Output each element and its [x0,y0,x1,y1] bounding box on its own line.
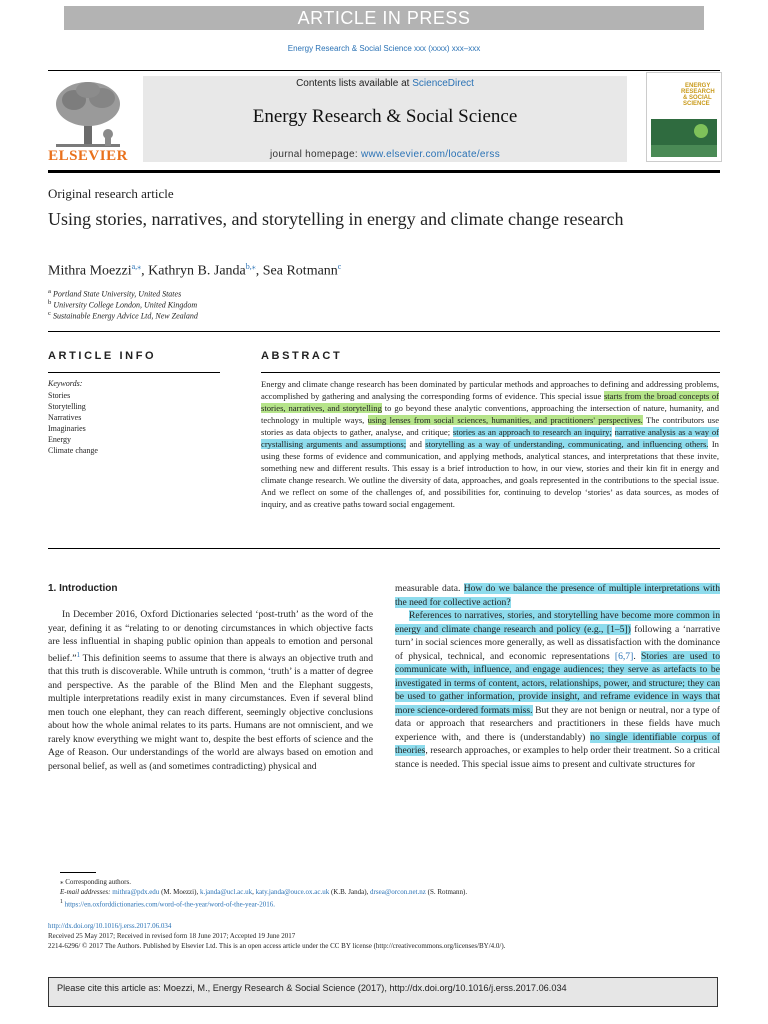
author-list: Mithra Moezzi$^{a,⁎}$, Kathryn B. Janda$^{b,⁎}$, Sea Rotmann$^c$ [48,262,342,279]
highlight-blue: stories as an approach to research an inquiry; [452,427,612,437]
body-text: , research approaches, or examples to help order their treatment. So a critical stance is needed. This special issue aims to present and cultivate structures for [395,745,720,770]
article-info-heading: ARTICLE INFO [48,350,157,362]
body-text: following a ‘narrative turn’ in social sciences more generally, as well as dissatisfaction with the dominance of physical, technical, and economic representations [395,623,720,662]
body-text: This definition seems to assume that there is always an objective truth and that this truth is discoverable. While untruth is common, ‘truth’ is a matter of degree and perspective. As the parable of the Blind Men and the Elephant suggests, multiple interpretations readily exist in many circumstances. Even if several blind men touch one elephant, they can reach different, seemingly objective conclusions about how the whole animal relates to its parts. Humans are not omniscient, and we rarely know everything we might want to, despite the best efforts of science and the Age of Reason. Our understandings of the world are always based on emotion and personal belief, as well as (and sometimes contradicting) physical and [48,652,373,772]
author-affiliation-marker[interactable]: b,⁎ [245,262,256,271]
abstract-bottom-rule [48,548,720,549]
highlight-green: starts from the broad concepts of stories, narratives, and storytelling [261,391,719,413]
footnote-1 [60,897,710,909]
separator: , [252,888,256,896]
email-label: E-mail addresses: [60,888,113,896]
journal-cover-thumbnail[interactable] [646,72,722,162]
highlight-blue: References to narratives, stories, and storytelling have become more common in energy and climate change research and policy (e.g., [1–5]) [395,610,720,635]
author-name[interactable]: Mithra Moezzi [48,263,132,279]
affiliation [48,310,198,321]
license-statement: 2214-6296/ © 2017 The Authors. Published by Elsevier Ltd. This is an open access article under the CC BY license (http://creativecommons.org/licenses/BY/4.0/). [48,942,506,950]
email-link[interactable]: drsea@orcon.net.nz [370,888,426,896]
author-name[interactable]: Kathryn B. Janda [148,263,246,279]
affiliation-marker: c [48,310,51,317]
doi-block [48,921,728,951]
abstract-body [261,378,719,510]
svg-text:ENERGY: ENERGY [685,83,711,89]
sciencedirect-link[interactable]: ScienceDirect [412,78,474,89]
affiliation-marker: b [48,299,52,306]
abstract-text: The contributors use stories as data objects to gather, analyse, and critique; [261,415,720,437]
svg-text:& SOCIAL: & SOCIAL [683,95,712,101]
homepage-link[interactable]: www.elsevier.com/locate/erss [361,149,501,160]
doi-link[interactable]: http://dx.doi.org/10.1016/j.erss.2017.06.034 [48,922,172,930]
journal-reference[interactable]: Energy Research & Social Science xxx (xxxx) xxx–xxx [287,44,481,53]
highlight-green: using lenses from social sciences, humanities, and practitioners' perspectives. [367,415,643,425]
keyword: Narratives [48,413,82,422]
journal-title: Energy Research & Social Science [252,106,518,127]
affiliation-marker: a [48,288,51,295]
journal-homepage [143,149,627,160]
svg-text:RESEARCH: RESEARCH [681,89,715,95]
keywords-label: Keywords: [48,379,83,388]
body-column-left [48,608,373,773]
keyword: Storytelling [48,402,86,411]
paragraph [48,608,373,773]
author-affiliation-marker[interactable]: a,⁎ [131,262,142,271]
paragraph [395,609,720,771]
svg-text:SCIENCE: SCIENCE [683,101,710,107]
email-owner: (M. Moezzi), [159,888,200,896]
paragraph [395,582,720,609]
abstract-text: and [406,439,426,449]
footnote-marker[interactable]: 1 [76,650,80,659]
highlight-blue: Stories are used to communicate with, influence, and engage audiences; they serve as artefacts to be investigated in terms of content, actors, relationships, power, and structure; they can be used to gather information, provide insight, and reframe evidence in ways that more science-ordered formats miss. [395,650,721,716]
corresponding-authors: ⁎ Corresponding authors. [60,878,131,886]
affiliation-text: University College London, United Kingdom [53,300,198,310]
keyword: Energy [48,435,71,444]
elsevier-wordmark: ELSEVIER [48,148,128,164]
email-addresses [60,887,710,897]
affiliation-text: Portland State University, United States [52,289,182,299]
highlight-blue: storytelling as a way of understanding, communicating, and influencing others. [425,439,709,449]
keywords-list [48,390,98,456]
header-top-rule [48,70,720,71]
citation-box: Please cite this article as: Moezzi, M., Energy Research & Social Science (2017), http://dx.doi.org/10.1016/j.erss.2017.06.034 [48,977,718,1007]
abstract-rule [261,372,720,373]
contents-line [143,78,627,89]
footnotes [60,877,710,909]
highlight-blue: no single identifiable corpus of theories [395,731,720,756]
article-in-press-banner: ARTICLE IN PRESS [64,6,704,30]
section-heading-introduction: 1. Introduction [48,583,118,594]
affiliation [48,288,181,299]
abstract-text: to go beyond these analytic conventions, approaching the intersection of nature, humanity, and technology in multiple ways, [261,403,719,425]
article-title: Using stories, narratives, and storytelling in energy and climate change research [48,209,624,229]
received-dates: Received 25 May 2017; Received in revised form 18 June 2017; Accepted 19 June 2017 [48,932,296,940]
homepage-prefix: journal homepage: [269,149,361,160]
keyword: Imaginaries [48,424,86,433]
author-name[interactable]: Sea Rotmann [262,263,338,279]
author-affiliation-marker[interactable]: c [337,262,342,271]
keyword: Climate change [48,446,98,455]
body-text: . [633,650,641,662]
body-text: But they are not benign or neutral, nor a type of data or approach that researchers and practitioners in these fields have much experience with, and there is (understandably) [395,704,720,743]
highlight-blue: How do we balance the presence of multiple interpretations with the need for collective action? [395,583,720,608]
info-top-rule [48,331,720,332]
footnote-rule [60,872,96,873]
email-owner: (K.B. Janda), [329,888,371,896]
affiliation-text: Sustainable Energy Advice Ltd, New Zealand [52,311,198,321]
email-owner: (S. Rotmann). [425,888,468,896]
abstract-text: In using these forms of evidence and communication, and applying methods, analytical stances, and interpretations that these invite, something new and different results. This essay is a brief introduction to how, in our view, stories and their kin fit in energy and climate change research. We outline the diversity of data, approaches, and goals represented in the contributions to the special issue. And we reflect on some of the challenges of, and possibilities for, continuing to develop ‘stories’ as data sources, as modes of inquiry, and as creative paths toward social engagement. [261,439,719,509]
citation-link[interactable]: [6,7] [614,650,634,662]
footnote-marker: 1 [60,899,63,905]
email-link[interactable]: katy.janda@ouce.ox.ac.uk [255,888,330,896]
body-column-right [395,582,720,771]
body-text: measurable data. [395,583,464,594]
email-link[interactable]: mithra@pdx.edu [112,888,160,896]
body-text: In December 2016, Oxford Dictionaries selected ‘post-truth’ as the word of the year, defining it as “relating to or denoting circumstances in which objective facts are less influential in shaping public opinion than appeals to emotion and personal belief.” [48,609,373,664]
email-link[interactable]: k.janda@ucl.ac.uk [199,888,253,896]
article-info-rule [48,372,220,373]
keyword: Stories [48,391,71,400]
abstract-heading: ABSTRACT [261,350,343,362]
footnote-link[interactable]: https://en.oxforddictionaries.com/word-of-the-year/word-of-the-year-2016. [64,900,276,909]
article-type: Original research article [48,186,174,201]
header-bottom-rule [48,170,720,173]
affiliation [48,299,197,310]
abstract-text: Energy and climate change research has been dominated by particular methods and approaches to defining and addressing problems, accomplished by gathering and analysing the corresponding forms of evidence. This special issue [261,379,719,401]
highlight-blue: narrative analysis as a way of crystallising arguments and assumptions; [261,427,719,449]
contents-prefix: Contents lists available at [296,78,413,89]
